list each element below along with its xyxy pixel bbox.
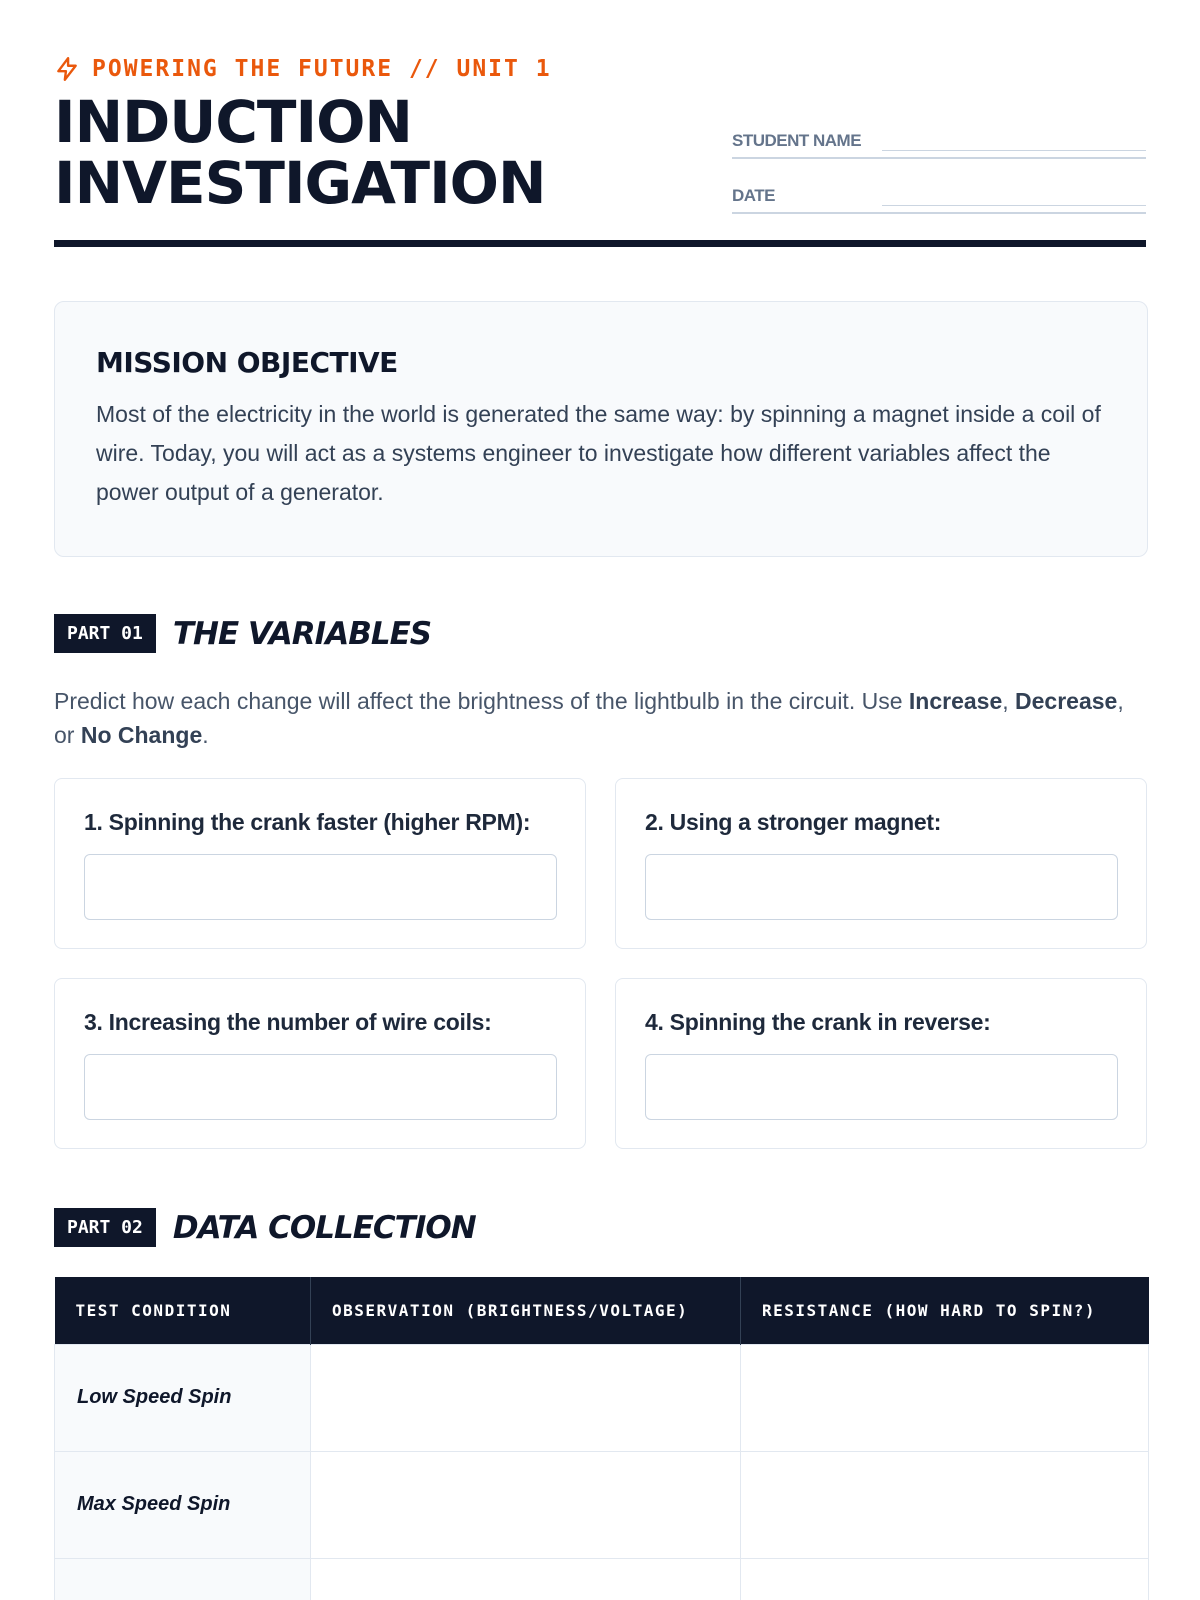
student-name-line[interactable] — [882, 150, 1146, 151]
mission-title: MISSION OBJECTIVE — [96, 346, 398, 379]
intro-text: Predict how each change will affect the brightness of the lightbulb in the circuit. Use — [54, 688, 909, 714]
table-row — [55, 1451, 1149, 1558]
eyebrow-text: POWERING THE FUTURE // UNIT 1 — [92, 56, 552, 82]
intro-sep-1: , — [1002, 688, 1016, 714]
header — [54, 0, 1146, 248]
mission-text: Most of the electricity in the world is generated the same way: by spinning a magnet inside a coil of wire. Today, you will act as a systems engineer to investigate how different variables affect the power output of a generator. — [96, 401, 1101, 505]
resistance-cell[interactable] — [741, 1451, 1149, 1558]
intro-end: . — [202, 722, 209, 748]
title-line-1: INDUCTION — [54, 88, 412, 156]
question-3-answer-box[interactable] — [84, 1054, 557, 1120]
header-rule — [54, 240, 1146, 247]
student-name-label: STUDENT NAME — [732, 131, 862, 150]
mission-objective-panel — [54, 301, 1148, 557]
date-label: DATE — [732, 186, 776, 205]
table-row — [55, 1558, 1149, 1600]
part-01-title: THE VARIABLES — [172, 615, 432, 652]
table-row — [55, 1344, 1149, 1451]
column-header-resistance: RESISTANCE (HOW HARD TO SPIN?) — [741, 1277, 1149, 1344]
question-2-answer-box[interactable] — [645, 854, 1118, 920]
part-02-header — [54, 1208, 476, 1247]
question-4-answer-box[interactable] — [645, 1054, 1118, 1120]
resistance-cell[interactable] — [741, 1344, 1149, 1451]
resistance-cell[interactable] — [741, 1558, 1149, 1600]
observation-cell[interactable] — [311, 1558, 741, 1600]
unit-eyebrow — [54, 56, 552, 82]
test-condition-cell — [55, 1558, 311, 1600]
title-line-2: INVESTIGATION — [54, 149, 546, 217]
table-header-row — [55, 1277, 1149, 1344]
test-condition-cell: Low Speed Spin — [55, 1344, 311, 1451]
date-line[interactable] — [882, 205, 1146, 206]
observation-cell[interactable] — [311, 1451, 741, 1558]
part-02-tag: PART 02 — [54, 1208, 156, 1247]
part-02-title: DATA COLLECTION — [172, 1209, 476, 1246]
student-name-field[interactable] — [732, 127, 1146, 159]
part-01-tag: PART 01 — [54, 614, 156, 653]
part-01-instructions — [54, 684, 1148, 752]
option-decrease: Decrease — [1015, 688, 1118, 714]
question-4-label: 4. Spinning the crank in reverse: — [645, 1009, 991, 1035]
part-01-header — [54, 614, 431, 653]
question-card-1 — [54, 778, 586, 949]
question-1-answer-box[interactable] — [84, 854, 557, 920]
date-field[interactable] — [732, 182, 1146, 214]
question-card-4 — [615, 978, 1147, 1149]
intro-sep-2: , or — [54, 688, 1124, 748]
question-3-label: 3. Increasing the number of wire coils: — [84, 1009, 492, 1035]
lightning-bolt-icon — [54, 56, 80, 82]
question-2-label: 2. Using a stronger magnet: — [645, 809, 942, 835]
observation-cell[interactable] — [311, 1344, 741, 1451]
option-no-change: No Change — [80, 722, 203, 748]
data-collection-table — [54, 1277, 1149, 1600]
question-card-3 — [54, 978, 586, 1149]
page-title — [54, 88, 546, 217]
column-header-test-condition: TEST CONDITION — [55, 1277, 311, 1344]
test-condition-cell: Max Speed Spin — [55, 1451, 311, 1558]
option-increase: Increase — [908, 688, 1003, 714]
column-header-observation: OBSERVATION (BRIGHTNESS/VOLTAGE) — [311, 1277, 741, 1344]
question-1-label: 1. Spinning the crank faster (higher RPM): — [84, 809, 531, 835]
question-card-2 — [615, 778, 1147, 949]
